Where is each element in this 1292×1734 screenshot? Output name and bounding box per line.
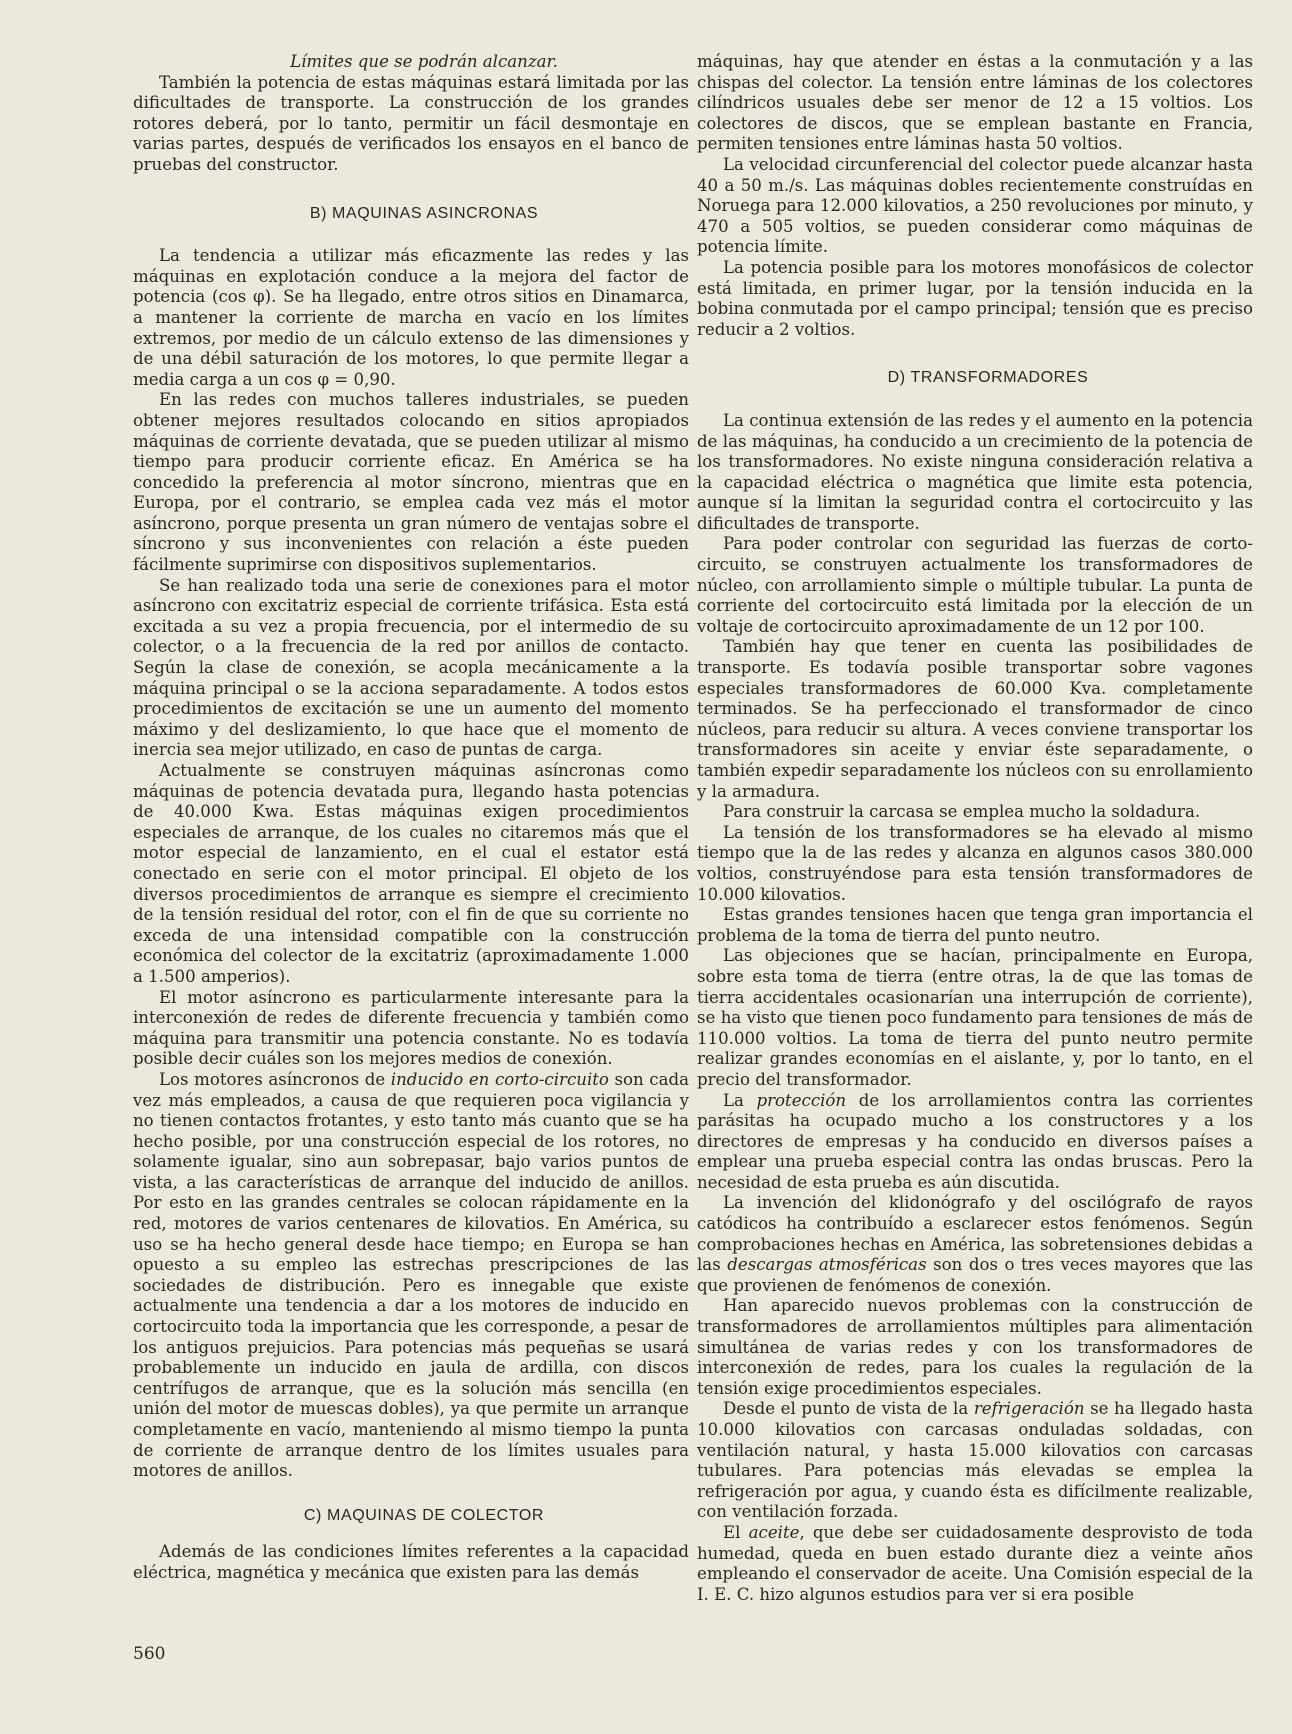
italic-term: aceite	[748, 1522, 800, 1542]
text-run: son dos o tres veces mayores que las que provienen de fenómenos de conexión.	[697, 1255, 1253, 1295]
paragraph: La velocidad circunferencial del colector puede alcanzar hasta 40 a 50 m./s. Las máquinas dobles recientemente construídas en Noruega para 12.000 kilovatios, a 250 revoluciones por minuto, y 470 a 505 voltios, se pueden considerar como máquinas de potencia límite.	[697, 154, 1253, 257]
paragraph: También hay que tener en cuenta las posibilidades de transporte. Es todavía posible transportar sobre vagones especiales transformadores de 60.000 Kva. completamente terminados. Se ha perfeccionado el transformador de cinco núcleos, para reducir su altura. A veces conviene transportar los transformadores sin aceite y enviar éste separadamente, o también expedir separadamente los núcleos con su enrollamiento y la armadura.	[697, 637, 1253, 801]
paragraph: La tensión de los transformadores se ha elevado al mismo tiempo que la de las redes y alcanza en algunos casos 380.000 voltios, construyéndose para esta tensión transformadores de 10.000 kilovatios.	[697, 822, 1253, 904]
text-run: son cada vez más empleados, a causa de que requieren poca vigilancia y no tienen contactos frotantes, y esto tanto más cuanto que se ha hecho posible, por una construcción especial de los rotores, no solamente igualar, sino aun sobrepasar, bajo varios puntos de vista, a las características de arranque del inducido de anillos. Por esto en las grandes centrales se colocan rápidamente en la red, motores de varios centenares de kilovatios. En América, su uso se ha hecho general desde hace tiempo; en Europa se han opuesto a su empleo las estrechas prescripciones de las sociedades de distribución. Pero es innegable que existe actualmente una tendencia a dar a los motores de inducido en cortocircuito toda la importancia que les corresponde, a pesar de los antiguos prejuicios. Para potencias más pequeñas se usará probablemente un inducido en jaula de ardilla, con discos centrífugos de arranque, que es la solución más sencilla (en unión del motor de muescas dobles), ya que permite un arranque completamente en vacío, manteniendo al mismo tiempo la punta de corriente de arranque dentro de los límites usuales para motores de anillos.	[133, 1069, 689, 1481]
text-run: , que debe ser cuidadosamente desprovisto de toda humedad, queda en buen estado durante diez a veinte años empleando el conservador de aceite. Una Comisión especial de la I. E. C. hizo algunos estudios para ver si era posible	[697, 1522, 1253, 1604]
paragraph: Actualmente se construyen máquinas asíncronas como máquinas de potencia devatada pura, llegando hasta potencias de 40.000 Kwa. Estas máquinas exigen procedimientos especiales de arranque, de los cuales no citaremos más que el motor especial de lanzamiento, en el cual el estator está conectado en serie con el motor principal. El objeto de los diversos procedimientos de arranque es siempre el crecimiento de la tensión residual del rotor, con el fin de que su corriente no exceda de una intensidad compatible con la construcción económica del colector de la excitatriz (aproximadamente 1.000 a 1.500 amperios).	[133, 761, 689, 986]
section-heading-c: C) MAQUINAS DE COLECTOR	[303, 1506, 545, 1524]
paragraph	[697, 1523, 1253, 1605]
paragraph	[133, 1070, 689, 1482]
paragraph: La potencia posible para los motores monofásicos de colector está limitada, en primer lugar, por la tensión inducida en la bobina conmutada por el campo principal; tensión que es preciso reducir a 2 voltios.	[697, 257, 1253, 339]
text-run: Desde el punto de vista de la	[723, 1399, 974, 1419]
section-heading-d: D) TRANSFORMADORES	[887, 369, 1089, 387]
paragraph: Se han realizado toda una serie de conexiones para el motor asíncrono con excitatriz especial de corriente trifásica. Esta está excitada a su vez a propia frecuencia, por el intermedio de su colector, o a la frecuencia de la red por anillos de contacto. Según la clase de conexión, se acopla mecánicamente a la máquina principal o se la acciona separadamente. A todos estos procedimientos de excitación se une un aumento del momento máximo y del deslizamiento, lo que hace que el momento de inercia sea mejor utilizado, en caso de puntas de carga.	[133, 575, 689, 760]
paragraph: En las redes con muchos talleres industriales, se pueden obtener mejores resultados colocando en sitios apropiados máquinas de corriente devatada, que se pueden utilizar al mismo tiempo para producir corriente eficaz. En América se ha concedido la preferencia al motor síncrono, mientras que en Europa, por el contrario, se emplea cada vez más el motor asíncrono, porque presenta un gran número de ventajas sobre el síncrono y sus inconvenientes con relación a éste pueden fácilmente suprimirse con dispositivos suplementarios.	[133, 390, 689, 575]
paragraph: Para poder controlar con seguridad las fuerzas de corto-circuito, se construyen actualmente los transformadores de núcleo, con arrollamiento simple o múltiple tubular. La punta de corriente del cortocircuito está limitada por la elección de un voltaje de cortocircuito aproximadamente de un 12 por 100.	[697, 534, 1253, 636]
italic-term: refrigeración	[973, 1399, 1085, 1419]
paragraph-continued: máquinas, hay que atender en éstas a la conmutación y a las chispas del colector. La tensión entre láminas de los colectores cilíndricos usuales debe ser menor de 12 a 15 voltios. Los colectores de discos, que se emplean bastante en Francia, permiten tensiones entre láminas hasta 50 voltios.	[697, 52, 1253, 154]
paragraph: El motor asíncrono es particularmente interesante para la interconexión de redes de diferente frecuencia y también como máquina para transmitir una potencia constante. No es todavía posible decir cuáles son los mejores medios de conexión.	[133, 987, 689, 1069]
subheading-limits: Límites que se podrán alcanzar.	[290, 52, 558, 71]
paragraph	[697, 1399, 1253, 1523]
text-run: se ha llegado hasta 10.000 kilovatios con carcasas onduladas soldadas, con ventilación natural, y hasta 15.000 kilovatios con carcasas tubulares. Para potencias más elevadas se emplea la refrigeración por agua, y cuando ésta es difícilmente realizable, con ventilación forzada.	[697, 1399, 1253, 1522]
italic-term: descargas atmosféricas	[727, 1255, 927, 1275]
right-column	[697, 52, 1253, 1605]
page-number: 560	[133, 1644, 166, 1664]
paragraph: La tendencia a utilizar más eficazmente las redes y las máquinas en explotación conduce a la mejora del factor de potencia (cos φ). Se ha llegado, entre otros sitios en Dinamarca, a mantener la corriente de marcha en vacío en los límites extremos, por medio de un cálculo extenso de las dimensiones y de una débil saturación de los motores, lo que permite llegar a media carga a un cos φ = 0,90.	[133, 246, 689, 389]
text-run: Los motores asíncronos de	[159, 1069, 391, 1089]
section-heading-b: B) MAQUINAS ASINCRONAS	[309, 204, 539, 222]
paragraph: También la potencia de estas máquinas estará limitada por las dificultades de transporte. La construcción de los grandes rotores deberá, por lo tanto, permitir un fácil desmontaje en varias partes, después de verificados los ensayos en el banco de pruebas del constructor.	[133, 72, 689, 174]
italic-term: protección	[756, 1090, 847, 1110]
paragraph: La continua extensión de las redes y el aumento en la potencia de las máquinas, ha conducido a un crecimiento de la potencia de los transformadores. No existe ninguna consideración relativa a la capacidad eléctrica o magnética que limite esta potencia, aunque sí la limitan la seguridad contra el cortocircuito y las dificultades de transporte.	[697, 410, 1253, 533]
text-run: de los arrollamientos contra las corrientes parásitas ha ocupado mucho a los constructores y a los directores de empresas y ha conducido en diversos países a emplear una prueba especial contra las ondas bruscas. Pero la necesidad de esta prueba es aún discutida.	[697, 1090, 1253, 1192]
left-column	[133, 52, 689, 1584]
text-run: La invención del klidonógrafo y del oscilógrafo de rayos catódicos ha contribuído a esclarecer estos fenómenos. Según comprobaciones hechas en América, las sobretensiones debidas a las	[697, 1193, 1253, 1275]
italic-term: inducido en corto-circuito	[390, 1069, 609, 1089]
paragraph: Además de las condiciones límites referentes a la capacidad eléctrica, magnética y mecánica que existen para las demás	[133, 1542, 689, 1582]
paragraph	[697, 1193, 1253, 1296]
paragraph: Han aparecido nuevos problemas con la construcción de transformadores de arrollamientos múltiples para alimentación simultánea de varias redes y con los transformadores de interconexión de redes, para los cuales la regulación de la tensión exige procedimientos especiales.	[697, 1296, 1253, 1398]
paragraph	[697, 1091, 1253, 1194]
text-run: La	[723, 1090, 757, 1110]
paragraph: Las objeciones que se hacían, principalmente en Europa, sobre esta toma de tierra (entre otras, la de que las tomas de tierra accidentales ocasionarían una interrupción de corriente), se ha visto que tienen poco fundamento para tensiones de más de 110.000 voltios. La toma de tierra del punto neutro permite realizar grandes economías en el aislante, y, por lo tanto, en el precio del transformador.	[697, 946, 1253, 1089]
text-run: El	[723, 1522, 749, 1542]
paragraph: Para construir la carcasa se emplea mucho la soldadura.	[723, 802, 1201, 822]
paragraph: Estas grandes tensiones hacen que tenga gran importancia el problema de la toma de tierra del punto neutro.	[697, 905, 1253, 945]
